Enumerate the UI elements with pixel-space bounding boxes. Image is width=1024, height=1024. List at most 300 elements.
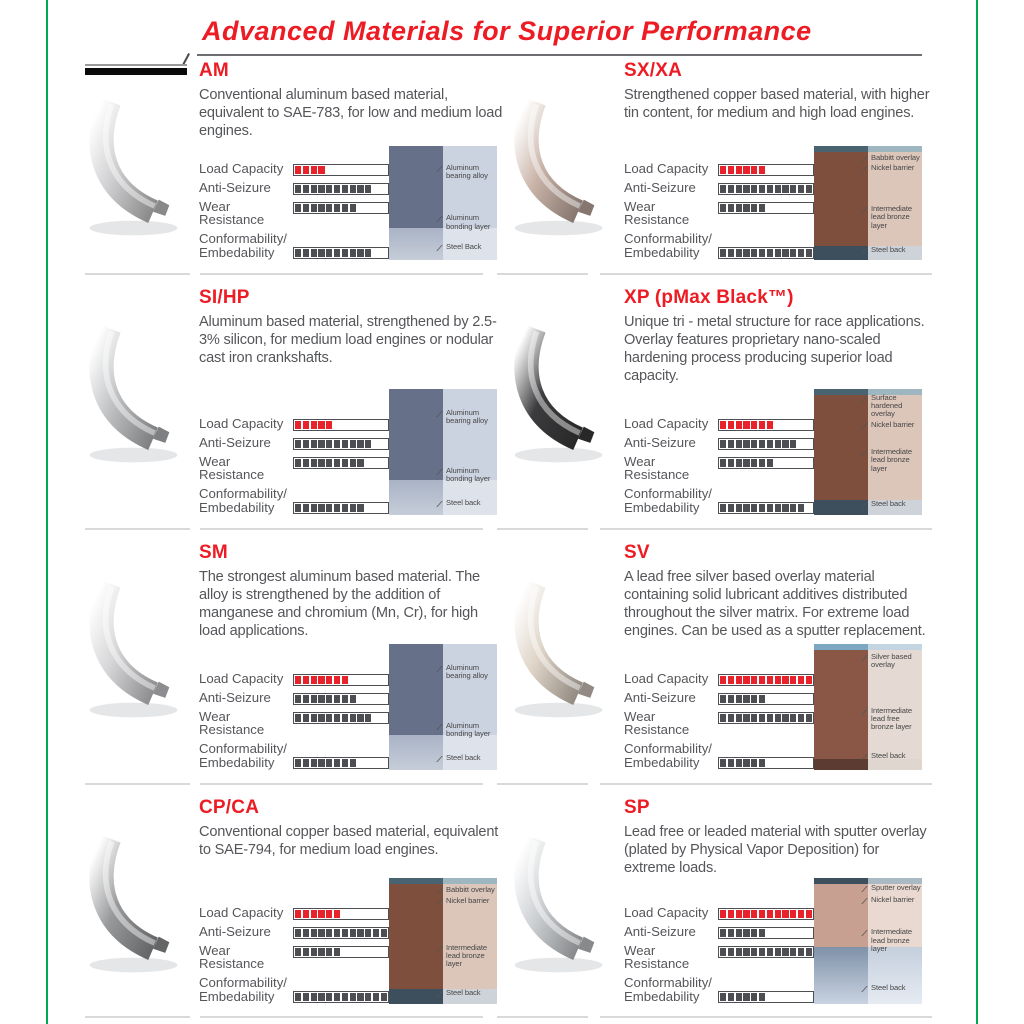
rating-bar-segment	[736, 695, 742, 703]
rating-bar-segment	[357, 929, 363, 937]
rating-bar-segment	[728, 504, 734, 512]
rating-bar-segment	[342, 421, 348, 429]
rating-bar-segment	[334, 695, 340, 703]
rating-bar-segment	[775, 993, 781, 1001]
rating-bar-segment	[720, 759, 726, 767]
layer-label: Surface hardened overlay	[871, 394, 923, 419]
rating-bar-segment	[736, 714, 742, 722]
rating-bar-segment	[350, 714, 356, 722]
rating-bar-segment	[790, 714, 796, 722]
rating-bar-segment	[806, 676, 812, 684]
rating-bar-segment	[782, 459, 788, 467]
rating-bar-segment	[775, 459, 781, 467]
rating-bar-segment	[751, 910, 757, 918]
rating-bar-segment	[743, 695, 749, 703]
rating-bar-segment	[365, 459, 371, 467]
rating-bar-segment	[303, 993, 309, 1001]
rating-bar-segment	[767, 459, 773, 467]
rating-bar-load_capacity	[293, 419, 389, 431]
rating-bar-segment	[728, 759, 734, 767]
rating-bar-segment	[767, 929, 773, 937]
rating-bar-segment	[806, 929, 812, 937]
bearing-shell-graphic	[75, 564, 197, 730]
rating-label: Conformability/ Embedability	[624, 975, 712, 1005]
rating-bar-segment	[365, 421, 371, 429]
rating-bar-segment	[365, 993, 371, 1001]
diagram-layer	[389, 989, 443, 1004]
rating-bar-segment	[373, 185, 379, 193]
rating-bar-segment	[357, 459, 363, 467]
material-description: Strengthened copper based material, with higher tin content, for medium and high load engines.	[624, 87, 930, 121]
rating-label: Wear Resistance	[199, 198, 265, 228]
rating-label: Conformability/ Embedability	[199, 741, 287, 771]
rating-bar-load_capacity	[293, 674, 389, 686]
rating-bar-segment	[720, 929, 726, 937]
rating-bar-segment	[311, 166, 317, 174]
rating-bar-conformability_embedability	[293, 247, 389, 259]
layer-label: Steel back	[871, 500, 923, 508]
rating-bar-segment	[751, 504, 757, 512]
cross-section-texture	[814, 146, 868, 260]
layer-cross-section	[814, 644, 922, 770]
rating-bar-segment	[365, 676, 371, 684]
rating-bar-segment	[342, 993, 348, 1001]
rating-bar-segment	[767, 166, 773, 174]
layer-label: Steel back	[871, 246, 923, 254]
rating-bar-segment	[775, 185, 781, 193]
rating-bar-segment	[381, 676, 387, 684]
rating-bar-segment	[759, 249, 765, 257]
rating-bar-segment	[373, 166, 379, 174]
rating-label: Anti-Seizure	[624, 434, 696, 450]
rating-bar-segment	[775, 714, 781, 722]
bearing-shell-image	[75, 309, 197, 475]
rating-bar-segment	[381, 459, 387, 467]
rating-bar-segment	[342, 504, 348, 512]
rating-bar-segment	[751, 421, 757, 429]
rating-bar-segment	[373, 504, 379, 512]
bearing-shell-image	[75, 82, 197, 248]
rating-label: Wear Resistance	[199, 942, 265, 972]
rating-bar-conformability_embedability	[718, 502, 814, 514]
rating-label: Wear Resistance	[199, 708, 265, 738]
rating-bar-load_capacity	[718, 164, 814, 176]
rating-bar-segment	[728, 695, 734, 703]
rating-bar-segment	[728, 459, 734, 467]
rating-bar-segment	[357, 759, 363, 767]
rating-bar-segment	[303, 695, 309, 703]
layer-label: Steel back	[446, 989, 498, 997]
rating-bar-segment	[720, 993, 726, 1001]
rating-bar-segment	[326, 204, 332, 212]
rating-bar-segment	[798, 504, 804, 512]
rating-bar-segment	[798, 249, 804, 257]
rating-bar-segment	[782, 249, 788, 257]
layer-label: Intermediate lead bronze layer	[446, 944, 498, 969]
rating-bar-segment	[334, 249, 340, 257]
material-title: XP (pMax Black™)	[624, 287, 794, 308]
rating-bar-segment	[357, 504, 363, 512]
rating-bar-segment	[759, 166, 765, 174]
rating-label: Load Capacity	[199, 670, 284, 686]
rating-bar-segment	[318, 759, 324, 767]
rating-bar-segment	[790, 204, 796, 212]
rating-bar-segment	[798, 695, 804, 703]
rating-bar-segment	[790, 910, 796, 918]
layer-label: Aluminum bonding layer	[446, 467, 498, 483]
rating-bar-segment	[318, 714, 324, 722]
rating-bar-segment	[720, 166, 726, 174]
bearing-shell-graphic	[500, 309, 622, 475]
rating-bar-segment	[295, 676, 301, 684]
rating-bar-segment	[295, 440, 301, 448]
rating-bar-segment	[790, 185, 796, 193]
rating-bar-segment	[326, 440, 332, 448]
rating-bar-segment	[303, 166, 309, 174]
layer-cross-section	[814, 146, 922, 260]
rating-bar-segment	[790, 759, 796, 767]
row-divider-line	[200, 1016, 483, 1018]
rating-bar-conformability_embedability	[718, 247, 814, 259]
rating-bar-segment	[311, 676, 317, 684]
cross-section-texture	[389, 644, 443, 770]
material-section-XP (pMax Black™)	[500, 287, 924, 528]
rating-bar-segment	[350, 993, 356, 1001]
rating-bar-segment	[303, 948, 309, 956]
rating-bar-segment	[295, 204, 301, 212]
rating-bar-segment	[303, 249, 309, 257]
rating-bar-segment	[759, 948, 765, 956]
rating-bar-segment	[751, 185, 757, 193]
rating-bar-segment	[295, 459, 301, 467]
rating-bar-segment	[728, 910, 734, 918]
rating-bar-segment	[334, 185, 340, 193]
diagram-layer	[814, 152, 868, 247]
rating-bar-segment	[326, 948, 332, 956]
right-green-border	[976, 0, 978, 1024]
rating-bar-segment	[318, 185, 324, 193]
rating-bar-segment	[357, 910, 363, 918]
rating-bar-segment	[806, 249, 812, 257]
rating-bar-segment	[365, 204, 371, 212]
cross-section-texture	[814, 878, 868, 1004]
rating-bar-segment	[736, 929, 742, 937]
material-title: SP	[624, 797, 650, 818]
rating-bar-segment	[365, 759, 371, 767]
rating-bar-segment	[318, 421, 324, 429]
rating-bar-segment	[295, 421, 301, 429]
rating-bar-segment	[295, 695, 301, 703]
cross-section-texture	[814, 644, 868, 770]
rating-bar-segment	[342, 714, 348, 722]
rating-bar-segment	[736, 185, 742, 193]
rating-bar-segment	[357, 440, 363, 448]
rating-bar-segment	[798, 929, 804, 937]
rating-bar-segment	[303, 714, 309, 722]
rating-bar-segment	[798, 948, 804, 956]
bearing-shell-image	[500, 564, 622, 730]
rating-bar-segment	[318, 459, 324, 467]
rating-bar-segment	[728, 185, 734, 193]
rating-bar-segment	[303, 204, 309, 212]
rating-bar-segment	[806, 993, 812, 1001]
rating-bar-anti_seizure	[293, 927, 389, 939]
diagram-layer	[389, 480, 443, 515]
rating-bar-segment	[342, 440, 348, 448]
material-section-CP/CA	[75, 797, 499, 1017]
rating-bar-segment	[303, 676, 309, 684]
rating-bar-segment	[798, 459, 804, 467]
rating-bar-segment	[350, 504, 356, 512]
rating-bar-segment	[373, 910, 379, 918]
rating-bar-segment	[743, 929, 749, 937]
rating-bar-segment	[326, 676, 332, 684]
rating-bar-segment	[350, 421, 356, 429]
rating-bar-segment	[782, 759, 788, 767]
row-divider-line	[85, 1016, 190, 1018]
row-divider-line	[600, 273, 932, 275]
rating-bar-segment	[373, 440, 379, 448]
material-description: Unique tri - metal structure for race applications. Overlay features proprietary nano-scaled hardening process producing superior load capacity.	[624, 314, 925, 384]
rating-bar-segment	[326, 910, 332, 918]
layer-label: Steel Back	[446, 243, 498, 251]
rating-bar-segment	[806, 948, 812, 956]
bearing-shell-graphic	[75, 82, 197, 248]
rating-bar-segment	[311, 440, 317, 448]
rating-bar-segment	[295, 185, 301, 193]
rating-bar-segment	[767, 714, 773, 722]
rating-bar-segment	[728, 993, 734, 1001]
rating-bar-segment	[342, 759, 348, 767]
rating-bar-segment	[311, 185, 317, 193]
bearing-shell-graphic	[500, 564, 622, 730]
material-title: SV	[624, 542, 650, 563]
rating-bar-segment	[728, 166, 734, 174]
rating-bar-segment	[334, 993, 340, 1001]
material-title: SM	[199, 542, 228, 563]
rating-bar-segment	[782, 993, 788, 1001]
rating-bar-segment	[751, 459, 757, 467]
rating-bar-segment	[720, 695, 726, 703]
rating-bar-segment	[736, 759, 742, 767]
rating-bar-segment	[728, 421, 734, 429]
material-section-SM	[75, 542, 499, 783]
rating-bar-segment	[751, 249, 757, 257]
rating-label: Load Capacity	[199, 415, 284, 431]
bearing-shell-image	[500, 309, 622, 475]
rating-bar-segment	[782, 910, 788, 918]
rating-bar-segment	[365, 249, 371, 257]
rating-bar-anti_seizure	[718, 927, 814, 939]
rating-bar-segment	[728, 929, 734, 937]
rating-bar-segment	[326, 993, 332, 1001]
rating-bar-segment	[736, 459, 742, 467]
rating-bar-segment	[759, 910, 765, 918]
rating-bar-segment	[350, 204, 356, 212]
rating-bar-segment	[318, 676, 324, 684]
layer-label: Aluminum bearing alloy	[446, 164, 498, 180]
rating-bar-wear_resistance	[293, 946, 389, 958]
layer-cross-section	[814, 878, 922, 1004]
rating-bar-segment	[311, 993, 317, 1001]
rating-bar-segment	[373, 204, 379, 212]
rating-bar-segment	[326, 249, 332, 257]
rating-bar-segment	[806, 714, 812, 722]
rating-bar-segment	[782, 948, 788, 956]
rating-bar-segment	[790, 504, 796, 512]
row-divider-line	[85, 273, 190, 275]
rating-bar-segment	[318, 993, 324, 1001]
rating-bar-segment	[798, 714, 804, 722]
rating-bar-segment	[728, 714, 734, 722]
layer-label: Nickel barrier	[871, 164, 923, 172]
rating-label: Anti-Seizure	[624, 689, 696, 705]
rating-bar-segment	[743, 459, 749, 467]
rating-bar-wear_resistance	[718, 946, 814, 958]
rating-bar-segment	[736, 421, 742, 429]
rating-bar-conformability_embedability	[293, 757, 389, 769]
bearing-shell-graphic	[75, 819, 197, 985]
bearing-shell-image	[75, 819, 197, 985]
material-description: The strongest aluminum based material. The alloy is strengthened by the addition of manganese and chromium (Mn, Cr), for high load applications.	[199, 569, 480, 639]
rating-label: Wear Resistance	[624, 708, 690, 738]
rating-bar-segment	[357, 421, 363, 429]
rating-bar-segment	[357, 948, 363, 956]
rating-bar-segment	[318, 504, 324, 512]
rating-bar-segment	[342, 166, 348, 174]
rating-bar-segment	[759, 421, 765, 429]
row-divider-line	[200, 528, 483, 530]
rating-label: Anti-Seizure	[624, 179, 696, 195]
rating-bar-segment	[775, 929, 781, 937]
rating-bar-segment	[303, 421, 309, 429]
layer-label: Nickel barrier	[871, 421, 923, 429]
rating-bar-segment	[751, 759, 757, 767]
row-divider-line	[600, 1016, 932, 1018]
bearing-shell-graphic	[500, 82, 622, 248]
layer-label: Nickel barrier	[446, 897, 498, 905]
rating-bar-segment	[751, 166, 757, 174]
bearing-shell-graphic	[75, 309, 197, 475]
cross-section-texture	[389, 878, 443, 1004]
rating-bar-segment	[751, 676, 757, 684]
diagram-layer	[814, 884, 868, 947]
rating-bar-segment	[751, 993, 757, 1001]
rating-bar-segment	[381, 204, 387, 212]
rating-bar-segment	[311, 910, 317, 918]
rating-bar-segment	[357, 249, 363, 257]
material-title: SX/XA	[624, 60, 683, 81]
rating-bar-load_capacity	[718, 419, 814, 431]
rating-label: Load Capacity	[624, 160, 709, 176]
rating-bar-segment	[357, 695, 363, 703]
rating-bar-segment	[381, 249, 387, 257]
rating-bar-segment	[743, 421, 749, 429]
rating-bar-segment	[720, 504, 726, 512]
rating-label: Wear Resistance	[624, 198, 690, 228]
row-divider-line	[497, 528, 588, 530]
rating-bar-wear_resistance	[293, 202, 389, 214]
rating-bar-segment	[798, 910, 804, 918]
rating-bar-segment	[782, 204, 788, 212]
rating-bar-segment	[736, 948, 742, 956]
rating-bar-segment	[334, 910, 340, 918]
rating-label: Load Capacity	[199, 160, 284, 176]
rating-bar-segment	[743, 166, 749, 174]
diagram-layer	[814, 947, 868, 1004]
rating-bar-segment	[759, 504, 765, 512]
rating-bar-segment	[326, 504, 332, 512]
rating-bar-segment	[373, 421, 379, 429]
rating-bar-segment	[720, 421, 726, 429]
rating-bar-segment	[381, 910, 387, 918]
rating-bar-segment	[318, 440, 324, 448]
rating-bar-segment	[743, 204, 749, 212]
rating-bar-segment	[381, 759, 387, 767]
rating-bar-segment	[759, 929, 765, 937]
rating-bar-segment	[311, 421, 317, 429]
rating-bar-segment	[751, 714, 757, 722]
rating-bar-segment	[751, 695, 757, 703]
rating-bar-segment	[326, 459, 332, 467]
rating-bar-segment	[720, 249, 726, 257]
rating-label: Anti-Seizure	[199, 923, 271, 939]
header-rule-line	[197, 54, 922, 56]
layer-label: Aluminum bearing alloy	[446, 409, 498, 425]
rating-bar-conformability_embedability	[718, 991, 814, 1003]
rating-bar-segment	[295, 504, 301, 512]
layer-cross-section	[389, 878, 497, 1004]
rating-bar-anti_seizure	[293, 438, 389, 450]
layer-label: Babbitt overlay	[446, 886, 498, 894]
rating-bar-anti_seizure	[718, 438, 814, 450]
rating-bar-segment	[342, 459, 348, 467]
rating-bar-conformability_embedability	[293, 502, 389, 514]
material-section-SV	[500, 542, 924, 783]
rating-bar-load_capacity	[293, 164, 389, 176]
rating-bar-anti_seizure	[718, 183, 814, 195]
rating-bar-segment	[365, 910, 371, 918]
rating-bar-segment	[303, 185, 309, 193]
rating-bar-segment	[743, 504, 749, 512]
rating-label: Conformability/ Embedability	[624, 741, 712, 771]
rating-bar-segment	[373, 459, 379, 467]
rating-bar-segment	[295, 993, 301, 1001]
cross-section-texture	[389, 389, 443, 515]
rating-bar-segment	[790, 459, 796, 467]
rating-bar-segment	[373, 676, 379, 684]
material-title: CP/CA	[199, 797, 260, 818]
rating-bar-segment	[295, 166, 301, 174]
rating-bar-segment	[767, 421, 773, 429]
rating-bar-segment	[790, 993, 796, 1001]
rating-label: Wear Resistance	[624, 453, 690, 483]
material-description: Conventional aluminum based material, equivalent to SAE-783, for low and medium load engines.	[199, 87, 503, 139]
rating-bar-segment	[373, 948, 379, 956]
rating-bar-segment	[767, 993, 773, 1001]
rating-label: Anti-Seizure	[624, 923, 696, 939]
rating-bar-segment	[318, 166, 324, 174]
layer-label: Nickel barrier	[871, 896, 923, 904]
row-divider-line	[200, 273, 483, 275]
rating-bar-segment	[775, 910, 781, 918]
rating-bar-segment	[365, 166, 371, 174]
rating-bar-segment	[806, 421, 812, 429]
rating-bar-segment	[806, 910, 812, 918]
rating-bar-segment	[342, 929, 348, 937]
rating-bar-segment	[311, 714, 317, 722]
layer-label: Sputter overlay	[871, 884, 923, 892]
